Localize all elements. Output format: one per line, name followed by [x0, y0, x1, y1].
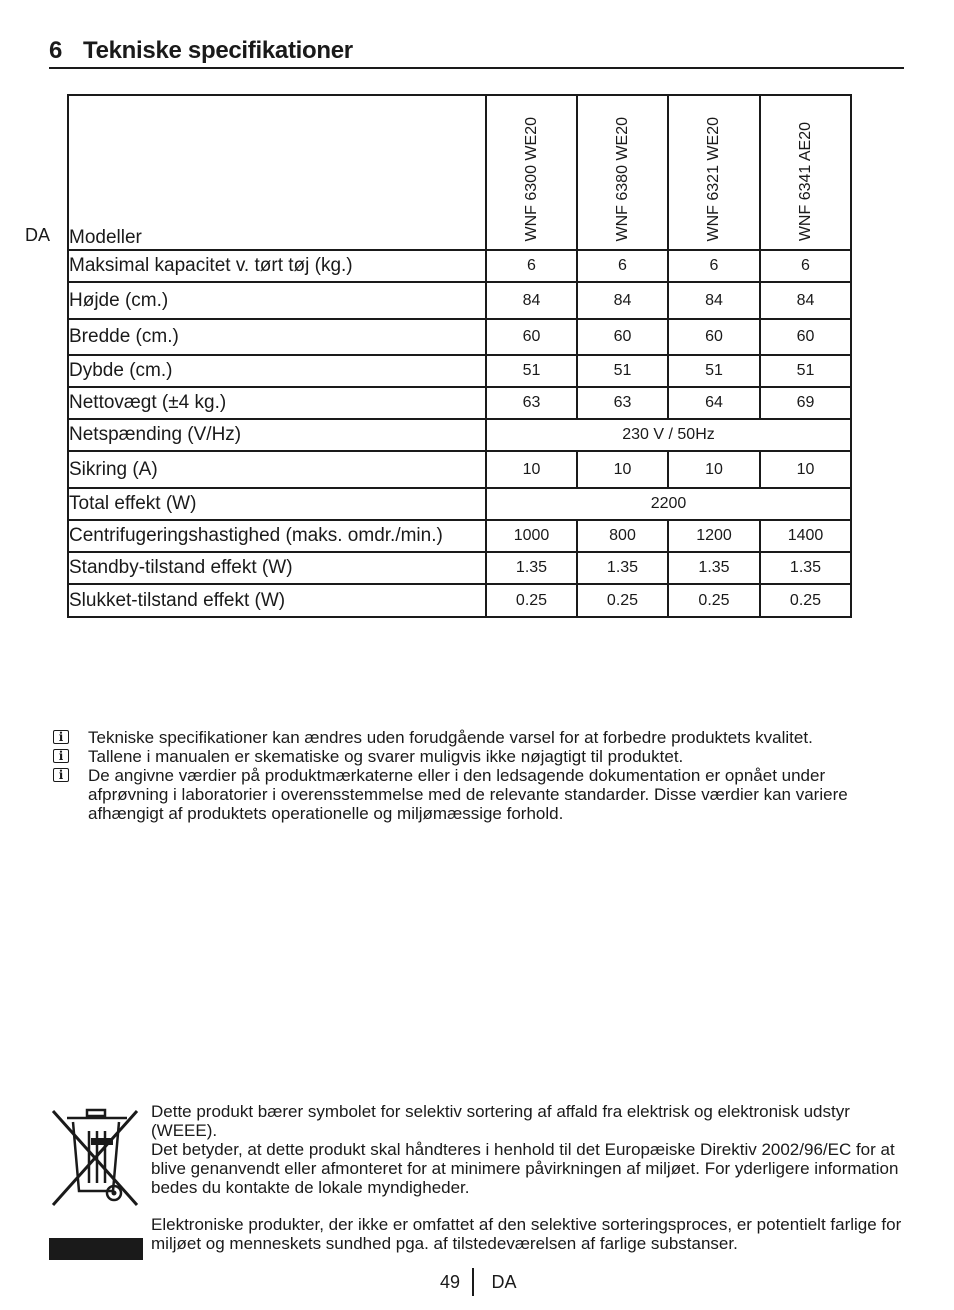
spec-row	[68, 451, 851, 488]
spec-row	[68, 584, 851, 617]
spec-row-label: Nettovægt (±4 kg.)	[68, 387, 486, 419]
footer-language: DA	[491, 1271, 517, 1292]
spec-value-cell: 10	[577, 451, 668, 488]
note-text: Tallene i manualen er skematiske og svarer muligvis ikke nøjagtigt til produktet.	[88, 747, 684, 766]
spec-row-label: Slukket-tilstand effekt (W)	[68, 584, 486, 617]
spec-value-cell: 1000	[486, 520, 577, 552]
spec-row-label: Dybde (cm.)	[68, 355, 486, 387]
spec-value-cell: 84	[668, 282, 760, 319]
spec-value-cell: 1.35	[486, 552, 577, 584]
spec-row-label: Netspænding (V/Hz)	[68, 419, 486, 451]
info-icon: i	[53, 749, 69, 763]
spec-value-cell: 1200	[668, 520, 760, 552]
section-title	[49, 37, 904, 69]
spec-value-cell: 0.25	[577, 584, 668, 617]
spec-value-cell: 1400	[760, 520, 851, 552]
spec-value-cell: 60	[668, 319, 760, 355]
model-header-cell	[668, 95, 760, 250]
spec-value-cell: 1.35	[668, 552, 760, 584]
spec-header-row	[68, 95, 851, 250]
black-bar	[49, 1238, 143, 1260]
side-language-tab: DA	[25, 225, 51, 245]
weee-paragraph: Elektroniske produkter, der ikke er omfattet af den selektive sorteringsproces, er potentielt farlige for miljøet og menneskets sundhed pga. af tilstedeværelsen af farlige substanser.	[151, 1215, 902, 1253]
model-header-cell	[486, 95, 577, 250]
spec-value-cell: 6	[577, 250, 668, 282]
footer-divider	[472, 1268, 474, 1296]
spec-table	[67, 94, 852, 618]
spec-value-cell: 6	[668, 250, 760, 282]
spec-value-cell: 6	[760, 250, 851, 282]
section-number: 6	[49, 37, 63, 64]
spec-row-label: Standby-tilstand effekt (W)	[68, 552, 486, 584]
spec-value-cell: 1.35	[760, 552, 851, 584]
spec-value-cell: 51	[760, 355, 851, 387]
spec-value-cell: 51	[486, 355, 577, 387]
section-title-text: Tekniske specifikationer	[83, 37, 353, 64]
spec-value-cell: 69	[760, 387, 851, 419]
spec-row	[68, 250, 851, 282]
spec-value-cell: 51	[577, 355, 668, 387]
spec-row	[68, 488, 851, 520]
spec-value-cell: 84	[760, 282, 851, 319]
spec-value-cell: 0.25	[760, 584, 851, 617]
spec-value-cell: 60	[577, 319, 668, 355]
spec-value-cell: 60	[486, 319, 577, 355]
notes-block	[53, 728, 903, 823]
info-icon: i	[53, 768, 69, 782]
note-text: Tekniske specifikationer kan ændres uden forudgående varsel for at forbedre produktets kvalitet.	[88, 728, 813, 747]
spec-row	[68, 319, 851, 355]
spec-row	[68, 520, 851, 552]
spec-row	[68, 282, 851, 319]
weee-paragraph: Dette produkt bærer symbolet for selektiv sortering af affald fra elektrisk og elektronisk udstyr (WEEE).	[151, 1102, 850, 1140]
spec-value-cell: 63	[486, 387, 577, 419]
spec-row-label: Bredde (cm.)	[68, 319, 486, 355]
spec-value-cell: 0.25	[486, 584, 577, 617]
spec-row	[68, 419, 851, 451]
weee-paragraph: Det betyder, at dette produkt skal håndteres i henhold til det Europæiske Direktiv 2002/96/EC for at blive genanvendt eller afmonteret for at minimere påvirkningen af miljøet. For yderligere information bedes du kontakte de lokale myndigheder.	[151, 1140, 899, 1197]
crossed-out-wheelie-bin-icon	[47, 1105, 143, 1209]
spec-value-cell: 6	[486, 250, 577, 282]
info-icon: i	[53, 730, 69, 744]
spec-value-cell: 84	[486, 282, 577, 319]
spec-value-cell: 63	[577, 387, 668, 419]
spec-row-label: Højde (cm.)	[68, 282, 486, 319]
model-name: WNF 6380 WE20	[613, 116, 631, 241]
spec-value-cell: 1.35	[577, 552, 668, 584]
spec-row	[68, 355, 851, 387]
models-header-label: Modeller	[68, 95, 486, 250]
spec-value-cell: 84	[577, 282, 668, 319]
model-name: WNF 6341 AE20	[796, 121, 814, 241]
note-item	[53, 728, 903, 747]
note-item	[53, 766, 903, 823]
spec-row-label: Maksimal kapacitet v. tørt tøj (kg.)	[68, 250, 486, 282]
weee-text-block	[151, 1102, 911, 1253]
spec-row	[68, 387, 851, 419]
spec-merged-value-cell: 2200	[486, 488, 851, 520]
spec-value-cell: 10	[760, 451, 851, 488]
spec-value-cell: 10	[486, 451, 577, 488]
spec-value-cell: 10	[668, 451, 760, 488]
model-header-cell	[760, 95, 851, 250]
spec-table-body	[68, 95, 851, 617]
model-header-cell	[577, 95, 668, 250]
model-name: WNF 6300 WE20	[522, 116, 540, 241]
spec-row-label: Total effekt (W)	[68, 488, 486, 520]
model-name: WNF 6321 WE20	[705, 116, 722, 241]
page-number: 49	[440, 1271, 461, 1292]
spec-row	[68, 552, 851, 584]
note-text: De angivne værdier på produktmærkaterne eller i den ledsagende dokumentation er opnået under afprøvning i laboratorier i overensstemmelse med de relevante standarder. Disse værdier kan variere afhængigt af produktets operationelle og miljømæssige forhold.	[88, 766, 848, 823]
spec-row-label: Centrifugeringshastighed (maks. omdr./min.)	[68, 520, 486, 552]
spec-value-cell: 60	[760, 319, 851, 355]
page-footer	[440, 1268, 517, 1296]
spec-merged-value-cell: 230 V / 50Hz	[486, 419, 851, 451]
spec-value-cell: 64	[668, 387, 760, 419]
note-item	[53, 747, 903, 766]
spec-value-cell: 800	[577, 520, 668, 552]
spec-value-cell: 51	[668, 355, 760, 387]
spec-value-cell: 0.25	[668, 584, 760, 617]
spec-row-label: Sikring (A)	[68, 451, 486, 488]
